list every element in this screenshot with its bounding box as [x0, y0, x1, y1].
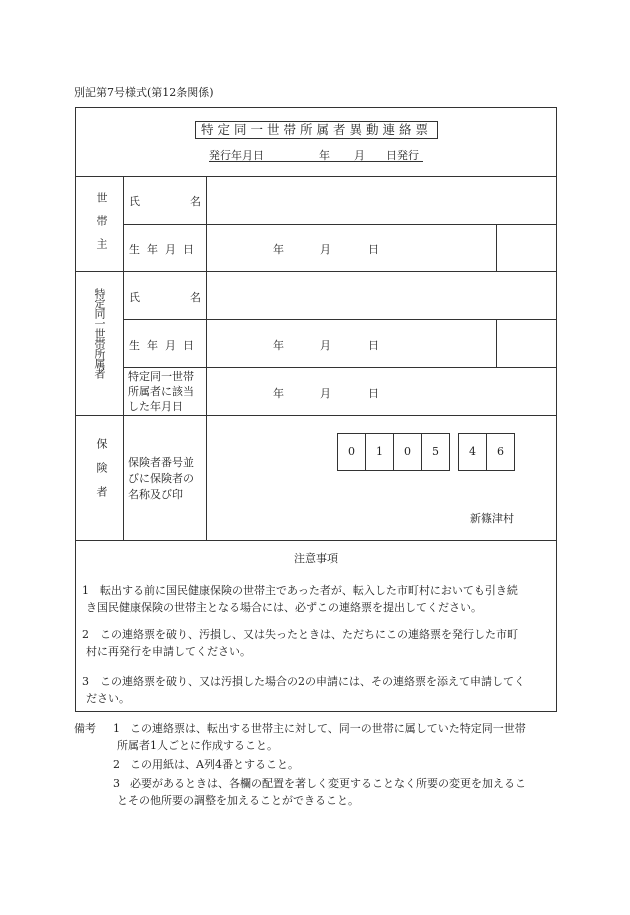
- notes-heading: 注意事項: [294, 552, 338, 565]
- divider: [123, 367, 557, 368]
- remark-number: 3: [113, 777, 120, 790]
- divider: [75, 415, 557, 416]
- householder-birth-label: 生年月日: [129, 243, 201, 256]
- insurer-section-label: 保険者: [95, 438, 108, 510]
- member-birth-year: 年: [273, 339, 284, 352]
- insurer-number-digit: 5: [421, 433, 450, 471]
- issue-date-row: [209, 147, 423, 162]
- insurer-number-digit: 0: [393, 433, 422, 471]
- issue-month-label: 月: [354, 149, 365, 162]
- divider: [75, 540, 557, 541]
- householder-birth-year: 年: [273, 243, 284, 256]
- divider: [123, 224, 557, 225]
- remark-item-line: 所属者1人ごとに作成すること。: [117, 739, 278, 752]
- remark-item: [113, 756, 563, 773]
- divider: [123, 176, 124, 540]
- member-name-label-1: 氏: [129, 291, 140, 304]
- note-item-line: ださい。: [86, 692, 130, 705]
- householder-birth-month: 月: [320, 243, 331, 256]
- note-item: [82, 582, 552, 616]
- divider: [75, 271, 557, 272]
- householder-name-label-2: 名: [190, 195, 201, 208]
- member-name-label-2: 名: [190, 291, 201, 304]
- divider: [206, 176, 207, 540]
- note-item-line: き国民健康保険の世帯主となる場合には、必ずこの連絡票を提出してください。: [86, 601, 482, 614]
- insurer-number-digit: 0: [337, 433, 366, 471]
- form-number-label: 別記第7号様式(第12条関係): [74, 86, 214, 99]
- divider: [123, 319, 557, 320]
- householder-name-label-1: 氏: [129, 195, 140, 208]
- remarks-label: 備考: [74, 722, 96, 735]
- insurer-label-line-2: びに保険者の: [128, 472, 194, 485]
- divider: [75, 176, 557, 177]
- issue-day-label: 日発行: [386, 149, 419, 162]
- insurer-label-line-1: 保険者番号並: [128, 456, 194, 469]
- remark-item-line: とその他所要の調整を加えることができること。: [117, 794, 359, 807]
- member-birth-day: 日: [368, 339, 379, 352]
- form-title: 特定同一世帯所属者異動連絡票: [195, 121, 438, 139]
- remark-item: [113, 720, 563, 754]
- divider: [496, 224, 497, 271]
- remark-item-line: この連絡票は、転出する世帯主に対して、同一の世帯に属していた特定同一世帯: [130, 722, 526, 735]
- remark-number: 2: [113, 758, 120, 771]
- member-applicable-year: 年: [273, 387, 284, 400]
- note-item-line: 村に再発行を申請してください。: [86, 645, 251, 658]
- member-section-label: 特定同一世帯所属者: [93, 288, 106, 378]
- note-item-line: 1 転出する前に国民健康保険の世帯主であった者が、転入した市町村においても引き続: [82, 584, 518, 597]
- member-applicable-day: 日: [368, 387, 379, 400]
- member-applicable-month: 月: [320, 387, 331, 400]
- divider: [496, 319, 497, 367]
- insurer-number-digit: 4: [458, 433, 487, 471]
- insurer-name: 新篠津村: [470, 512, 514, 525]
- remark-number: 1: [113, 722, 120, 735]
- insurer-label: [128, 455, 194, 503]
- note-item: [82, 626, 552, 660]
- member-applicable-line-2: 所属者に該当: [128, 385, 194, 398]
- member-applicable-line-3: した年月日: [128, 400, 183, 413]
- member-applicable-line-1: 特定同一世帯: [128, 370, 194, 383]
- remark-item-line: この用紙は、A列4番とすること。: [130, 758, 299, 771]
- note-item-line: 2 この連絡票を破り、汚損し、又は失ったときは、ただちにこの連絡票を発行した市町: [82, 628, 518, 641]
- insurer-number-digit: 1: [365, 433, 394, 471]
- member-birth-month: 月: [320, 339, 331, 352]
- issue-year-label: 年: [319, 149, 330, 162]
- member-birth-label: 生年月日: [129, 339, 201, 352]
- note-item-line: 3 この連絡票を破り、又は汚損した場合の2の申請には、その連絡票を添えて申請してく: [82, 675, 525, 688]
- note-item: [82, 673, 552, 707]
- householder-birth-day: 日: [368, 243, 379, 256]
- insurer-label-line-3: 名称及び印: [128, 488, 183, 501]
- issue-date-label: 発行年月日: [209, 149, 264, 162]
- householder-section-label: 世帯主: [95, 192, 108, 261]
- remark-item-line: 必要があるときは、各欄の配置を著しく変更することなく所要の変更を加えるこ: [130, 777, 526, 790]
- remark-item: [113, 775, 563, 809]
- member-applicable-label: [128, 369, 194, 414]
- insurer-number-digit: 6: [486, 433, 515, 471]
